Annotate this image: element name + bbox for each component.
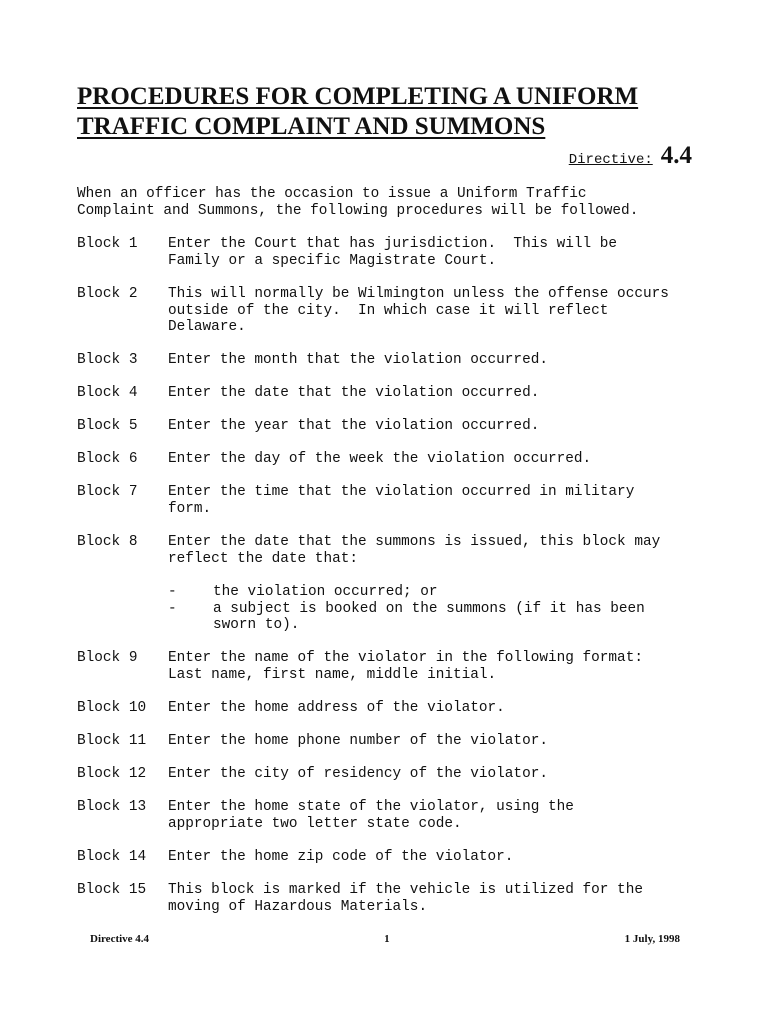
block-label: Block 8: [77, 534, 138, 551]
block-text-line: Enter the day of the week the violation occurred.: [168, 451, 592, 468]
block-description: [168, 882, 737, 916]
directive-value: 4.4: [660, 142, 692, 169]
page-number: 1: [384, 933, 390, 945]
block-description: [168, 352, 737, 369]
block-item: [77, 534, 737, 634]
title-line-1: PROCEDURES FOR COMPLETING A UNIFORM: [77, 83, 639, 110]
block-text-line: Enter the home zip code of the violator.: [168, 848, 514, 865]
block-label: Block 3: [77, 352, 138, 369]
block-label: Block 12: [77, 766, 147, 783]
block-description: [168, 385, 737, 402]
block-text-line: moving of Hazardous Materials.: [168, 898, 428, 915]
block-label: Block 2: [77, 285, 138, 302]
block-description: [168, 799, 737, 833]
bullet-text-line: the violation occurred; or: [213, 583, 438, 600]
bullet-dash: -: [168, 600, 177, 617]
block-text-line: Enter the year that the violation occurred.: [168, 418, 540, 435]
block-description: [168, 766, 737, 783]
bullet-text: [213, 601, 645, 635]
block-label: Block 13: [77, 799, 147, 816]
intro-line-1: When an officer has the occasion to issue a Uniform Traffic: [77, 186, 587, 202]
block-text-line: Enter the month that the violation occurred.: [168, 352, 548, 369]
block-item: [77, 385, 737, 402]
footer-directive: Directive 4.4: [90, 933, 150, 945]
bullet-text: [213, 584, 438, 601]
block-text-line: This block is marked if the vehicle is utilized for the: [168, 881, 643, 898]
block-text-line: Family or a specific Magistrate Court.: [168, 252, 497, 269]
block-8-bullet-list: [168, 584, 737, 634]
block-item: [77, 352, 737, 369]
block-label: Block 4: [77, 385, 138, 402]
block-label: Block 6: [77, 451, 138, 468]
block-description: [168, 286, 737, 336]
block-text-line: Enter the city of residency of the violator.: [168, 766, 548, 783]
block-description: [168, 700, 737, 717]
directive-label: Directive:: [568, 152, 653, 168]
block-text-line: form.: [168, 501, 212, 518]
block-text-line: Enter the home address of the violator.: [168, 700, 505, 717]
block-description: [168, 451, 737, 468]
block-text-line: Last name, first name, middle initial.: [168, 667, 497, 684]
bullet-item: [168, 584, 737, 601]
bullet-text-line: sworn to).: [213, 617, 300, 634]
block-label: Block 9: [77, 650, 138, 667]
block-text-line: appropriate two letter state code.: [168, 815, 462, 832]
intro-paragraph: [77, 186, 717, 220]
block-description: [168, 733, 737, 750]
block-item: [77, 700, 737, 717]
block-text-line: Enter the home phone number of the violator.: [168, 733, 548, 750]
block-text-line: This will normally be Wilmington unless the offense occurs: [168, 285, 669, 302]
block-label: Block 11: [77, 733, 147, 750]
block-item: [77, 650, 737, 684]
block-item: [77, 286, 737, 336]
block-item: [77, 799, 737, 833]
block-text-line: Enter the date that the violation occurred.: [168, 385, 540, 402]
block-text-line: outside of the city. In which case it will reflect: [168, 302, 609, 319]
page-footer: [90, 933, 680, 945]
block-text-line: Enter the Court that has jurisdiction. This will be: [168, 236, 618, 252]
bullet-dash: -: [168, 583, 177, 600]
block-description: [168, 236, 737, 270]
block-label: Block 14: [77, 848, 147, 865]
block-item: [77, 484, 737, 518]
block-text-line: Enter the home state of the violator, using the: [168, 799, 574, 816]
block-item: [77, 882, 737, 916]
intro-line-2: Complaint and Summons, the following procedures will be followed.: [77, 202, 639, 219]
footer-date: 1 July, 1998: [624, 933, 680, 945]
block-text-line: Enter the name of the violator in the following format:: [168, 650, 643, 667]
block-text-line: Delaware.: [168, 319, 246, 336]
block-description: [168, 418, 737, 435]
block-item: [77, 451, 737, 468]
directive-number: [569, 142, 692, 170]
block-label: Block 1: [77, 236, 138, 252]
block-description: [168, 650, 737, 684]
block-text-line: Enter the time that the violation occurred in military: [168, 484, 635, 501]
bullet-text-line: a subject is booked on the summons (if it has been: [213, 600, 645, 617]
block-item: [77, 236, 737, 270]
block-label: Block 5: [77, 418, 138, 435]
bullet-item: [168, 601, 737, 635]
block-label: Block 15: [77, 881, 147, 898]
block-text-line: Enter the date that the summons is issued, this block may: [168, 534, 661, 551]
block-description: [168, 849, 737, 866]
block-list: [77, 236, 737, 932]
title-line-2: TRAFFIC COMPLAINT AND SUMMONS: [77, 113, 546, 140]
block-item: [77, 849, 737, 866]
block-description: [168, 484, 737, 518]
block-label: Block 10: [77, 700, 147, 717]
block-item: [77, 766, 737, 783]
block-text-line: reflect the date that:: [168, 550, 358, 567]
block-item: [77, 733, 737, 750]
block-label: Block 7: [77, 484, 138, 501]
block-item: [77, 418, 737, 435]
block-description: [168, 534, 737, 634]
page-title: [77, 82, 717, 142]
